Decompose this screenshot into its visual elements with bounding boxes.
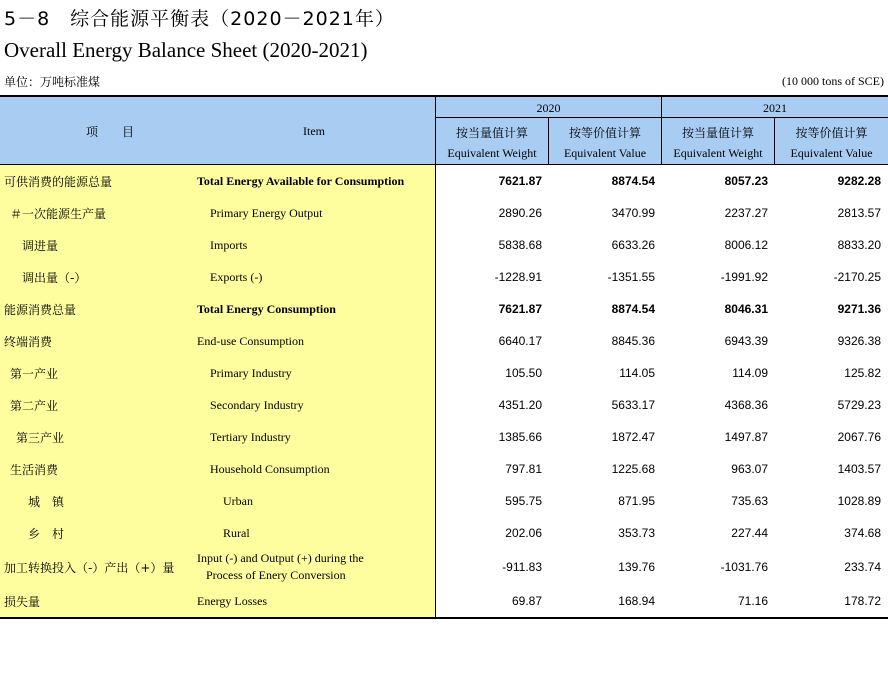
row-label-cn: 可供消费的能源总量 — [4, 174, 113, 189]
value-2020-eq-weight: 1385.66 — [498, 430, 542, 444]
value-2021-eq-weight: 2237.27 — [724, 206, 768, 220]
value-2021-eq-weight: 8057.23 — [724, 174, 768, 188]
value-2021-eq-weight: 963.07 — [731, 462, 768, 476]
header-2020-eq-weight-en: Equivalent Weight — [447, 146, 537, 160]
header-2021-eq-value-cn: 按等价值计算 — [795, 126, 868, 140]
value-2020-eq-weight: 7621.87 — [498, 302, 542, 316]
value-2021-eq-value: 9282.28 — [837, 174, 881, 188]
row-label-en: Total Energy Available for Consumption — [197, 173, 405, 188]
value-2021-eq-value: 1028.89 — [837, 494, 881, 508]
value-2020-eq-value: 8874.54 — [611, 302, 655, 316]
value-2020-eq-value: 871.95 — [618, 494, 655, 508]
header-item-en: Item — [303, 124, 325, 138]
value-2020-eq-value: 6633.26 — [611, 238, 655, 252]
value-2021-eq-weight: 8006.12 — [724, 238, 768, 252]
value-2020-eq-value: 168.94 — [618, 594, 655, 608]
row-label-en-line2: Process of Enery Conversion — [206, 568, 346, 582]
value-2021-eq-weight: 735.63 — [731, 494, 768, 508]
header-year-2020: 2020 — [536, 101, 561, 115]
header-year-2021: 2021 — [763, 101, 787, 115]
value-2020-eq-weight: 2890.26 — [498, 206, 542, 220]
value-2021-eq-weight: -1031.76 — [720, 560, 768, 574]
row-label-cn: 能源消费总量 — [4, 302, 77, 317]
table-row — [0, 585, 888, 617]
table-row — [0, 197, 888, 229]
value-2021-eq-value: 233.74 — [844, 560, 881, 574]
row-label-en: Household Consumption — [210, 461, 330, 476]
header-2020-eq-weight-cn: 按当量值计算 — [455, 126, 528, 140]
value-2020-eq-value: 353.73 — [618, 526, 655, 540]
row-label-cn: 调进量 — [22, 238, 59, 253]
value-2021-eq-value: 1403.57 — [837, 462, 881, 476]
value-2021-eq-value: 2813.57 — [837, 206, 881, 220]
value-2020-eq-weight: 5838.68 — [498, 238, 542, 252]
value-2021-eq-value: 9326.38 — [837, 334, 881, 348]
header-2021-eq-weight-en: Equivalent Weight — [673, 146, 763, 160]
table-row — [0, 389, 888, 421]
row-label-cn: 第二产业 — [10, 398, 59, 413]
value-2021-eq-weight: 8046.31 — [724, 302, 768, 316]
value-2021-eq-weight: -1991.92 — [720, 270, 768, 284]
table-row — [0, 325, 888, 357]
row-label-cn: 第三产业 — [16, 430, 65, 445]
value-2021-eq-value: -2170.25 — [833, 270, 881, 284]
row-label-cn: ＃一次能源生产量 — [10, 206, 107, 221]
row-label-cn: 第一产业 — [10, 366, 59, 381]
row-label-en — [197, 549, 364, 585]
value-2021-eq-weight: 227.44 — [731, 526, 768, 540]
value-2020-eq-value: 139.76 — [618, 560, 655, 574]
table-row — [0, 485, 888, 517]
row-label-cn: 终端消费 — [4, 334, 53, 349]
value-2020-eq-weight: -1228.91 — [494, 270, 542, 284]
value-2021-eq-value: 178.72 — [844, 594, 881, 608]
table-row — [0, 165, 888, 197]
row-label-en: Secondary Industry — [210, 397, 304, 412]
table-row — [0, 517, 888, 549]
table-row — [0, 229, 888, 261]
value-2020-eq-weight: 7621.87 — [498, 174, 542, 188]
header-item-cn: 项 目 — [85, 125, 134, 139]
table-row — [0, 549, 888, 585]
row-label-en: Rural — [223, 525, 250, 540]
value-2021-eq-value: 125.82 — [844, 366, 881, 380]
value-2021-eq-weight: 4368.36 — [724, 398, 768, 412]
row-label-cn: 乡 村 — [28, 526, 65, 541]
header-2021-eq-weight-cn: 按当量值计算 — [681, 126, 754, 140]
row-label-cn: 加工转换投入（-）产出（+）量 — [4, 560, 175, 575]
header-year-divider — [436, 117, 888, 118]
row-label-en: Imports — [210, 237, 248, 252]
row-label-cn: 调出量（-） — [22, 270, 87, 285]
value-2020-eq-weight: -911.83 — [502, 560, 542, 574]
value-2021-eq-value: 9271.36 — [837, 302, 881, 316]
value-2020-eq-value: 1872.47 — [611, 430, 655, 444]
row-label-en: Primary Energy Output — [210, 205, 323, 220]
page-title-en: Overall Energy Balance Sheet (2020-2021) — [4, 38, 368, 62]
row-label-en: Total Energy Consumption — [197, 301, 336, 316]
header-2020-eq-value-en: Equivalent Value — [563, 146, 647, 160]
row-label-cn: 城 镇 — [28, 494, 65, 509]
value-2020-eq-value: 5633.17 — [611, 398, 655, 412]
header-2021-eq-value-en: Equivalent Value — [790, 146, 873, 160]
table-row — [0, 453, 888, 485]
value-2021-eq-weight: 114.09 — [732, 366, 768, 380]
value-2020-eq-value: 114.05 — [619, 366, 655, 380]
row-label-en: Exports (-) — [210, 269, 263, 284]
value-2021-eq-value: 374.68 — [844, 526, 881, 540]
value-2021-eq-weight: 6943.39 — [724, 334, 768, 348]
table-row — [0, 421, 888, 453]
row-label-en: Tertiary Industry — [210, 429, 291, 444]
value-2020-eq-weight: 797.81 — [505, 462, 542, 476]
value-2021-eq-value: 2067.76 — [837, 430, 881, 444]
row-label-en: Primary Industry — [210, 365, 292, 380]
row-label-en: Urban — [223, 493, 253, 508]
value-2021-eq-weight: 1497.87 — [724, 430, 768, 444]
value-2020-eq-value: 8845.36 — [611, 334, 655, 348]
row-label-cn: 生活消费 — [10, 462, 59, 477]
row-label-en: Energy Losses — [197, 593, 268, 608]
value-2020-eq-weight: 202.06 — [505, 526, 542, 540]
value-2021-eq-value: 8833.20 — [837, 238, 881, 252]
value-2020-eq-value: -1351.55 — [607, 270, 655, 284]
value-2020-eq-weight: 105.50 — [505, 366, 542, 380]
value-2021-eq-value: 5729.23 — [837, 398, 881, 412]
header-2020-eq-value-cn: 按等价值计算 — [568, 126, 641, 140]
table-row — [0, 357, 888, 389]
unit-label-cn: 单位：万吨标准煤 — [4, 75, 101, 89]
value-2021-eq-weight: 71.16 — [737, 594, 768, 608]
row-label-en-line1: Input (-) and Output (+) during the — [197, 551, 364, 565]
value-2020-eq-value: 3470.99 — [611, 206, 655, 220]
unit-label-en: (10 000 tons of SCE) — [782, 74, 884, 88]
value-2020-eq-weight: 4351.20 — [498, 398, 542, 412]
row-label-cn: 损失量 — [4, 594, 41, 609]
row-label-en: End-use Consumption — [197, 333, 304, 348]
value-2020-eq-value: 8874.54 — [611, 174, 655, 188]
table-row — [0, 293, 888, 325]
value-2020-eq-weight: 595.75 — [505, 494, 542, 508]
page-title-cn: 5－8 综合能源平衡表（2020－2021年） — [4, 8, 395, 30]
table-bottom-rule — [0, 617, 888, 619]
table-row — [0, 261, 888, 293]
value-2020-eq-value: 1225.68 — [611, 462, 655, 476]
value-2020-eq-weight: 69.87 — [511, 594, 542, 608]
value-2020-eq-weight: 6640.17 — [498, 334, 542, 348]
